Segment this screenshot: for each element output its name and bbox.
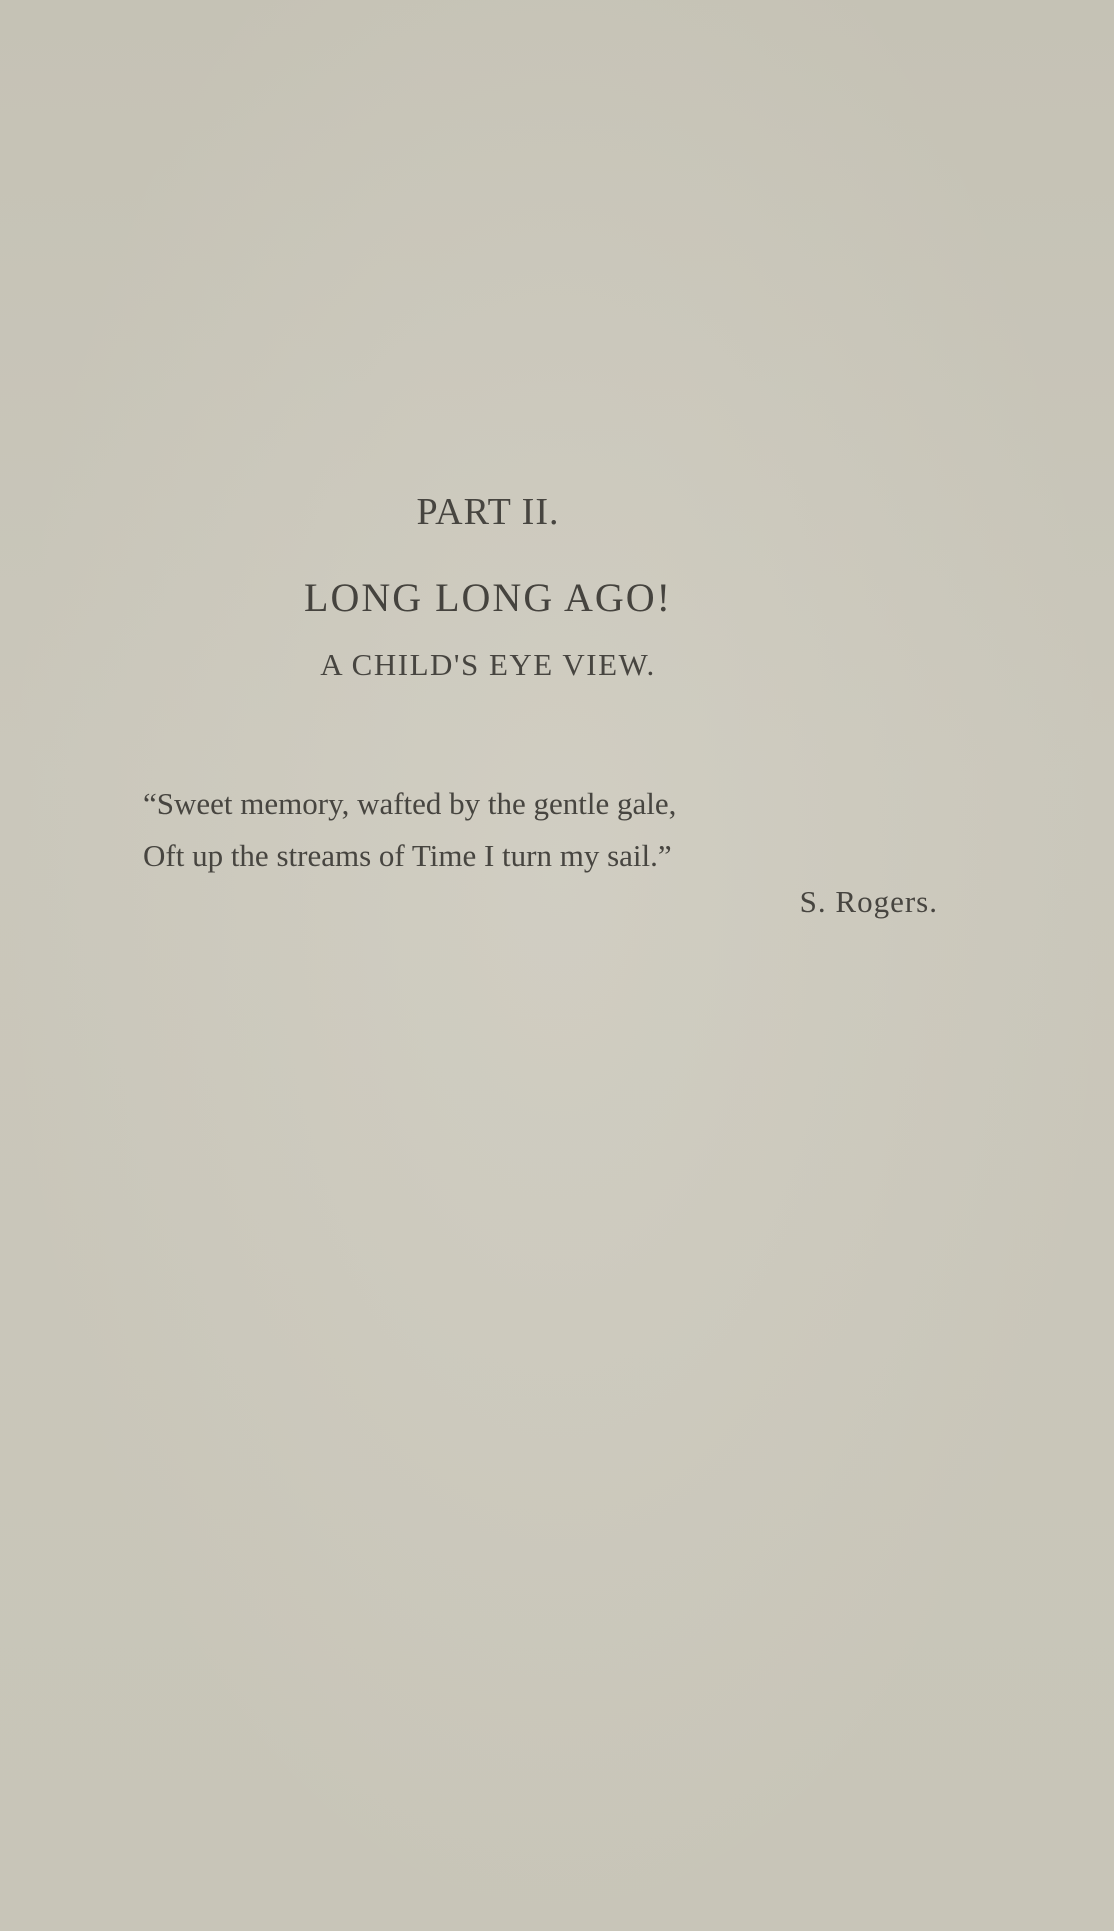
epigraph xyxy=(143,778,943,882)
chapter-subtitle: A CHILD'S EYE VIEW. xyxy=(320,647,656,682)
epigraph-line-1: “Sweet memory, wafted by the gentle gale, xyxy=(143,786,677,821)
epigraph-attribution: S. Rogers. xyxy=(799,884,938,919)
part-heading: PART II. xyxy=(416,491,560,533)
chapter-title: LONG LONG AGO! xyxy=(304,575,672,620)
epigraph-line-2: Oft up the streams of Time I turn my sail.” xyxy=(143,838,672,873)
